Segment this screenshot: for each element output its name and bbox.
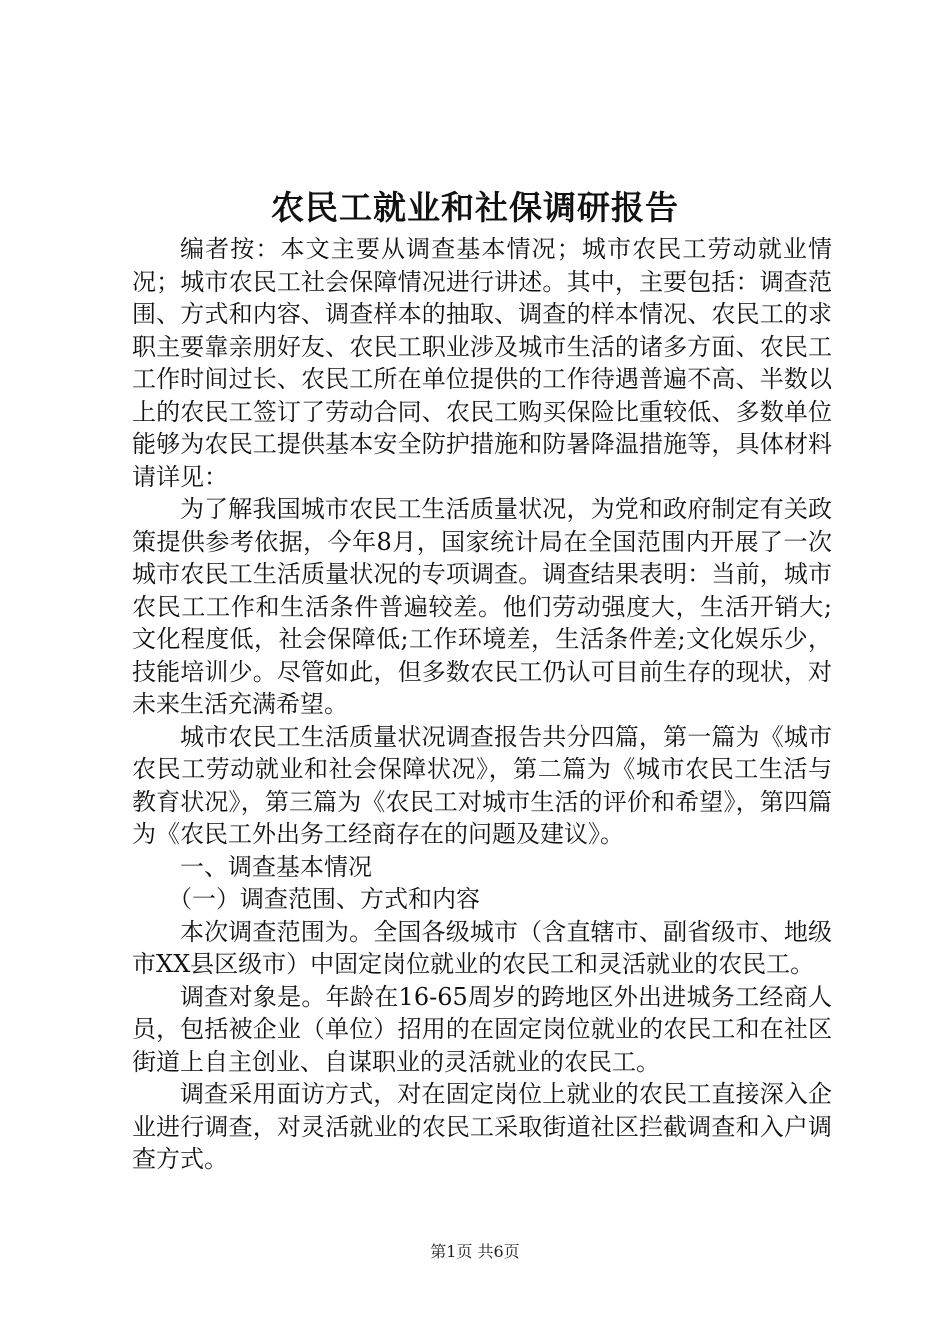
document-body [132, 233, 832, 1176]
paragraph-intro: 为了解我国城市农民工生活质量状况，为党和政府制定有关政策提供参考依据，今年8月，国家统计局在全国范围内开展了一次城市农民工生活质量状况的专项调查。调查结果表明：当前，城市农民工工作和生活条件普遍较差。他们劳动强度大，生活开销大;文化程度低，社会保障低;工作环境差，生活条件差;文化娱乐少，技能培训少。尽管如此，但多数农民工仍认可目前生存的现状，对未来生活充满希望。 [132, 495, 832, 718]
paragraph-survey-method: 调查采用面访方式，对在固定岗位上就业的农民工直接深入企业进行调查，对灵活就业的农民工采取街道社区拦截调查和入户调查方式。 [132, 1080, 832, 1173]
subsection-heading: （一）调查范围、方式和内容 [168, 885, 480, 913]
page-number-footer: 第1页 共6页 [430, 1242, 520, 1261]
paragraph-survey-subjects: 调查对象是。年龄在16-65周岁的跨地区外出进城务工经商人员，包括被企业（单位）招用的在固定岗位就业的农民工和在社区街道上自主创业、自谋职业的灵活就业的农民工。 [132, 982, 832, 1076]
paragraph-report-structure: 城市农民工生活质量状况调查报告共分四篇，第一篇为《城市农民工劳动就业和社会保障状况》，第二篇为《城市农民工生活与教育状况》，第三篇为《农民工对城市生活的评价和希望》，第四篇为《农民工外出务工经商存在的问题及建议》。 [132, 722, 832, 848]
section-heading: 一、调查基本情况 [180, 852, 372, 881]
document-title: 农民工就业和社保调研报告 [271, 188, 679, 227]
paragraph-editor-note: 编者按：本文主要从调查基本情况；城市农民工劳动就业情况；城市农民工社会保障情况进行讲述。其中，主要包括：调查范围、方式和内容、调查样本的抽取、调查的样本情况、农民工的求职主要靠亲朋好友、农民工职业涉及城市生活的诸多方面、农民工工作时间过长、农民工所在单位提供的工作待遇普遍不高、半数以上的农民工签订了劳动合同、农民工购买保险比重较低、多数单位能够为农民工提供基本安全防护措施和防暑降温措施等，具体材料请详见： [132, 235, 832, 491]
paragraph-survey-scope: 本次调查范围为。全国各级城市（含直辖市、副省级市、地级市XX县区级市）中固定岗位就业的农民工和灵活就业的农民工。 [132, 917, 832, 978]
